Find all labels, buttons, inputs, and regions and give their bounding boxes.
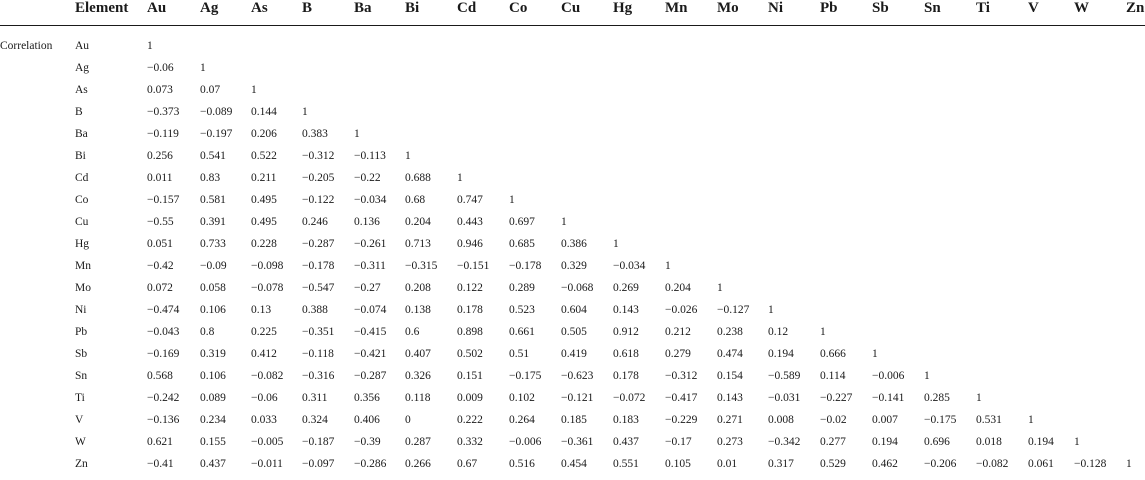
column-header-cd: Cd bbox=[457, 0, 477, 16]
table-cell: −0.06 bbox=[251, 392, 278, 404]
table-cell: −0.242 bbox=[147, 392, 180, 404]
table-cell: −0.227 bbox=[820, 392, 853, 404]
table-cell: 0.523 bbox=[509, 304, 535, 316]
table-cell: −0.082 bbox=[976, 458, 1009, 470]
table-cell: −0.287 bbox=[302, 238, 335, 250]
column-header-au: Au bbox=[147, 0, 167, 16]
table-cell: 0.155 bbox=[200, 436, 226, 448]
table-cell: 0.151 bbox=[457, 370, 483, 382]
table-cell: 0.568 bbox=[147, 370, 173, 382]
column-header-bi: Bi bbox=[405, 0, 420, 16]
table-cell: 0.246 bbox=[302, 216, 328, 228]
table-cell: 1 bbox=[354, 128, 360, 140]
table-cell: −0.27 bbox=[354, 282, 381, 294]
table-cell: −0.315 bbox=[405, 260, 438, 272]
table-cell: 0.222 bbox=[457, 414, 483, 426]
table-cell: 0.007 bbox=[872, 414, 898, 426]
table-cell: 0.051 bbox=[147, 238, 173, 250]
table-cell: 0.212 bbox=[665, 326, 691, 338]
row-label: Ba bbox=[75, 128, 88, 140]
table-cell: 0.531 bbox=[976, 414, 1002, 426]
table-cell: 0.008 bbox=[768, 414, 794, 426]
table-cell: −0.547 bbox=[302, 282, 335, 294]
column-header-mn: Mn bbox=[665, 0, 688, 16]
table-cell: 0.114 bbox=[820, 370, 846, 382]
table-cell: 0.178 bbox=[613, 370, 639, 382]
row-label: Zn bbox=[75, 458, 88, 470]
table-cell: −0.316 bbox=[302, 370, 335, 382]
table-cell: 0.443 bbox=[457, 216, 483, 228]
table-cell: 1 bbox=[251, 84, 257, 96]
table-cell: 0.106 bbox=[200, 370, 226, 382]
table-cell: 0.912 bbox=[613, 326, 639, 338]
table-cell: −0.031 bbox=[768, 392, 801, 404]
row-label: Sn bbox=[75, 370, 88, 382]
table-cell: −0.42 bbox=[147, 260, 174, 272]
table-cell: 1 bbox=[924, 370, 930, 382]
table-cell: 0.154 bbox=[717, 370, 743, 382]
column-header-pb: Pb bbox=[820, 0, 838, 16]
table-cell: 0.311 bbox=[302, 392, 328, 404]
table-cell: 0.234 bbox=[200, 414, 226, 426]
column-header-w: W bbox=[1074, 0, 1089, 16]
table-cell: 0.287 bbox=[405, 436, 431, 448]
table-cell: 0.256 bbox=[147, 150, 173, 162]
table-cell: 0.332 bbox=[457, 436, 483, 448]
table-cell: −0.005 bbox=[251, 436, 284, 448]
row-label: Pb bbox=[75, 326, 88, 338]
table-cell: 0.747 bbox=[457, 194, 483, 206]
table-cell: 0.033 bbox=[251, 414, 277, 426]
table-cell: 0.01 bbox=[717, 458, 738, 470]
table-cell: 1 bbox=[820, 326, 826, 338]
row-label: Au bbox=[75, 40, 90, 52]
column-header-cu: Cu bbox=[561, 0, 581, 16]
row-label: Cd bbox=[75, 172, 89, 184]
table-cell: 0.8 bbox=[200, 326, 215, 338]
table-cell: −0.178 bbox=[509, 260, 542, 272]
header-divider bbox=[0, 25, 1145, 26]
table-cell: 0.12 bbox=[768, 326, 789, 338]
table-cell: −0.175 bbox=[924, 414, 957, 426]
table-cell: 0.208 bbox=[405, 282, 431, 294]
table-cell: 0.502 bbox=[457, 348, 483, 360]
table-cell: −0.119 bbox=[147, 128, 179, 140]
table-cell: 0.269 bbox=[613, 282, 639, 294]
table-cell: −0.41 bbox=[147, 458, 174, 470]
table-cell: 0.061 bbox=[1028, 458, 1054, 470]
table-cell: −0.072 bbox=[613, 392, 646, 404]
table-cell: −0.127 bbox=[717, 304, 750, 316]
row-label: Mo bbox=[75, 282, 91, 294]
table-cell: −0.474 bbox=[147, 304, 180, 316]
row-label: Mn bbox=[75, 260, 91, 272]
table-cell: 0.386 bbox=[561, 238, 587, 250]
table-cell: −0.39 bbox=[354, 436, 381, 448]
table-cell: −0.342 bbox=[768, 436, 801, 448]
table-cell: 0.412 bbox=[251, 348, 277, 360]
table-cell: 0.105 bbox=[665, 458, 691, 470]
table-cell: 0.551 bbox=[613, 458, 639, 470]
table-cell: 0.618 bbox=[613, 348, 639, 360]
row-label: Ni bbox=[75, 304, 87, 316]
table-cell: 0.68 bbox=[405, 194, 426, 206]
table-cell: −0.078 bbox=[251, 282, 284, 294]
table-cell: −0.206 bbox=[924, 458, 957, 470]
table-cell: 0.733 bbox=[200, 238, 226, 250]
table-cell: 0.178 bbox=[457, 304, 483, 316]
table-cell: 0.058 bbox=[200, 282, 226, 294]
table-cell: −0.312 bbox=[302, 150, 335, 162]
table-cell: 0.279 bbox=[665, 348, 691, 360]
table-cell: −0.421 bbox=[354, 348, 387, 360]
table-cell: 0.522 bbox=[251, 150, 277, 162]
table-cell: 0.106 bbox=[200, 304, 226, 316]
table-cell: 0.204 bbox=[665, 282, 691, 294]
row-label: Sb bbox=[75, 348, 88, 360]
table-cell: 0.122 bbox=[457, 282, 483, 294]
table-cell: −0.122 bbox=[302, 194, 335, 206]
table-cell: 0.581 bbox=[200, 194, 226, 206]
table-cell: −0.043 bbox=[147, 326, 180, 338]
table-cell: −0.06 bbox=[147, 62, 174, 74]
column-header-zn: Zn bbox=[1126, 0, 1145, 16]
table-cell: 1 bbox=[1074, 436, 1080, 448]
table-cell: −0.006 bbox=[509, 436, 542, 448]
table-cell: 0.238 bbox=[717, 326, 743, 338]
table-cell: 0.697 bbox=[509, 216, 535, 228]
row-label: As bbox=[75, 84, 88, 96]
table-cell: 0.285 bbox=[924, 392, 950, 404]
table-cell: 0.319 bbox=[200, 348, 226, 360]
table-cell: 0.407 bbox=[405, 348, 431, 360]
table-cell: −0.113 bbox=[354, 150, 386, 162]
table-cell: −0.197 bbox=[200, 128, 233, 140]
table-cell: 0.505 bbox=[561, 326, 587, 338]
table-cell: −0.034 bbox=[613, 260, 646, 272]
table-cell: 0.713 bbox=[405, 238, 431, 250]
table-cell: −0.151 bbox=[457, 260, 490, 272]
table-cell: 0.391 bbox=[200, 216, 226, 228]
table-cell: 0.495 bbox=[251, 194, 277, 206]
column-header-co: Co bbox=[509, 0, 528, 16]
table-cell: 0.228 bbox=[251, 238, 277, 250]
table-cell: 0.138 bbox=[405, 304, 431, 316]
table-cell: −0.089 bbox=[200, 106, 233, 118]
table-cell: 0.271 bbox=[717, 414, 743, 426]
row-label: W bbox=[75, 436, 86, 448]
table-cell: −0.136 bbox=[147, 414, 180, 426]
table-cell: −0.121 bbox=[561, 392, 594, 404]
table-cell: 0.462 bbox=[872, 458, 898, 470]
column-header-ni: Ni bbox=[768, 0, 783, 16]
table-cell: −0.068 bbox=[561, 282, 594, 294]
table-cell: −0.082 bbox=[251, 370, 284, 382]
table-cell: 0.136 bbox=[354, 216, 380, 228]
table-cell: −0.097 bbox=[302, 458, 335, 470]
table-cell: −0.09 bbox=[200, 260, 227, 272]
column-header-ba: Ba bbox=[354, 0, 372, 16]
group-label: Correlation bbox=[0, 40, 53, 52]
table-cell: 0.009 bbox=[457, 392, 483, 404]
column-header-ti: Ti bbox=[976, 0, 990, 16]
table-cell: −0.373 bbox=[147, 106, 180, 118]
table-cell: 0.194 bbox=[1028, 436, 1054, 448]
table-cell: 0.317 bbox=[768, 458, 794, 470]
table-cell: 1 bbox=[872, 348, 878, 360]
table-cell: 0.696 bbox=[924, 436, 950, 448]
table-cell: 0.6 bbox=[405, 326, 420, 338]
table-cell: 1 bbox=[1126, 458, 1132, 470]
table-cell: 0.204 bbox=[405, 216, 431, 228]
column-header-ag: Ag bbox=[200, 0, 219, 16]
table-cell: −0.205 bbox=[302, 172, 335, 184]
table-cell: −0.417 bbox=[665, 392, 698, 404]
table-cell: 0.329 bbox=[561, 260, 587, 272]
table-cell: 0.102 bbox=[509, 392, 535, 404]
element-column-header: Element bbox=[75, 0, 129, 16]
table-cell: 1 bbox=[302, 106, 308, 118]
table-cell: −0.026 bbox=[665, 304, 698, 316]
table-cell: −0.187 bbox=[302, 436, 335, 448]
table-cell: 1 bbox=[147, 40, 153, 52]
row-label: Cu bbox=[75, 216, 89, 228]
table-cell: −0.006 bbox=[872, 370, 905, 382]
column-header-as: As bbox=[251, 0, 268, 16]
row-label: Ti bbox=[75, 392, 85, 404]
table-cell: 0.211 bbox=[251, 172, 277, 184]
table-cell: 0.118 bbox=[405, 392, 431, 404]
table-cell: 0.194 bbox=[872, 436, 898, 448]
table-cell: −0.141 bbox=[872, 392, 905, 404]
table-cell: −0.118 bbox=[302, 348, 334, 360]
table-cell: 0.383 bbox=[302, 128, 328, 140]
table-cell: 0.289 bbox=[509, 282, 535, 294]
table-cell: 0.437 bbox=[200, 458, 226, 470]
table-cell: 0.661 bbox=[509, 326, 535, 338]
table-cell: 0.946 bbox=[457, 238, 483, 250]
table-cell: 1 bbox=[976, 392, 982, 404]
table-cell: 0.206 bbox=[251, 128, 277, 140]
table-cell: 1 bbox=[768, 304, 774, 316]
table-cell: 1 bbox=[1028, 414, 1034, 426]
table-cell: −0.17 bbox=[665, 436, 692, 448]
column-header-hg: Hg bbox=[613, 0, 633, 16]
table-cell: −0.286 bbox=[354, 458, 387, 470]
table-cell: 0.356 bbox=[354, 392, 380, 404]
table-cell: 0.194 bbox=[768, 348, 794, 360]
table-cell: −0.589 bbox=[768, 370, 801, 382]
table-cell: 0.541 bbox=[200, 150, 226, 162]
row-label: Co bbox=[75, 194, 89, 206]
table-cell: −0.415 bbox=[354, 326, 387, 338]
table-cell: 0.144 bbox=[251, 106, 277, 118]
table-cell: −0.011 bbox=[251, 458, 283, 470]
row-label: B bbox=[75, 106, 83, 118]
table-cell: 0.073 bbox=[147, 84, 173, 96]
table-cell: −0.351 bbox=[302, 326, 335, 338]
table-cell: −0.229 bbox=[665, 414, 698, 426]
table-cell: 0.437 bbox=[613, 436, 639, 448]
table-cell: 1 bbox=[509, 194, 515, 206]
table-cell: −0.074 bbox=[354, 304, 387, 316]
table-cell: −0.157 bbox=[147, 194, 180, 206]
table-cell: 0.666 bbox=[820, 348, 846, 360]
table-cell: −0.034 bbox=[354, 194, 387, 206]
table-cell: 0.495 bbox=[251, 216, 277, 228]
table-cell: −0.175 bbox=[509, 370, 542, 382]
table-cell: −0.623 bbox=[561, 370, 594, 382]
table-cell: 1 bbox=[561, 216, 567, 228]
table-cell: −0.361 bbox=[561, 436, 594, 448]
table-cell: 0.516 bbox=[509, 458, 535, 470]
column-header-sb: Sb bbox=[872, 0, 889, 16]
table-cell: 0.898 bbox=[457, 326, 483, 338]
table-cell: 0.07 bbox=[200, 84, 221, 96]
table-cell: 0.13 bbox=[251, 304, 272, 316]
table-cell: 1 bbox=[457, 172, 463, 184]
table-cell: 0.089 bbox=[200, 392, 226, 404]
table-cell: −0.287 bbox=[354, 370, 387, 382]
column-header-mo: Mo bbox=[717, 0, 739, 16]
table-cell: 0.454 bbox=[561, 458, 587, 470]
table-cell: −0.178 bbox=[302, 260, 335, 272]
table-cell: 0.264 bbox=[509, 414, 535, 426]
table-cell: 0.685 bbox=[509, 238, 535, 250]
table-cell: 0.604 bbox=[561, 304, 587, 316]
column-header-b: B bbox=[302, 0, 313, 16]
table-cell: −0.261 bbox=[354, 238, 387, 250]
table-cell: 0.419 bbox=[561, 348, 587, 360]
table-cell: 0.388 bbox=[302, 304, 328, 316]
table-cell: 0.183 bbox=[613, 414, 639, 426]
table-cell: −0.22 bbox=[354, 172, 381, 184]
table-cell: −0.312 bbox=[665, 370, 698, 382]
row-label: Bi bbox=[75, 150, 86, 162]
table-cell: −0.098 bbox=[251, 260, 284, 272]
table-cell: 0.143 bbox=[613, 304, 639, 316]
table-cell: −0.128 bbox=[1074, 458, 1107, 470]
row-label: Hg bbox=[75, 238, 90, 250]
table-cell: 0.51 bbox=[509, 348, 530, 360]
table-cell: −0.02 bbox=[820, 414, 847, 426]
table-cell: 0.072 bbox=[147, 282, 173, 294]
table-cell: −0.55 bbox=[147, 216, 174, 228]
table-cell: −0.311 bbox=[354, 260, 386, 272]
table-cell: 0.143 bbox=[717, 392, 743, 404]
table-cell: 0.185 bbox=[561, 414, 587, 426]
table-cell: 0.018 bbox=[976, 436, 1002, 448]
table-cell: 0 bbox=[405, 414, 411, 426]
table-cell: 0.324 bbox=[302, 414, 328, 426]
table-cell: 0.273 bbox=[717, 436, 743, 448]
table-cell: 0.406 bbox=[354, 414, 380, 426]
table-cell: 1 bbox=[613, 238, 619, 250]
table-cell: 1 bbox=[200, 62, 206, 74]
table-cell: 0.225 bbox=[251, 326, 277, 338]
table-cell: 0.83 bbox=[200, 172, 221, 184]
column-header-sn: Sn bbox=[924, 0, 941, 16]
table-cell: 0.529 bbox=[820, 458, 846, 470]
table-cell: 1 bbox=[405, 150, 411, 162]
table-cell: 1 bbox=[665, 260, 671, 272]
table-cell: 0.011 bbox=[147, 172, 173, 184]
table-cell: 0.277 bbox=[820, 436, 846, 448]
table-cell: 0.67 bbox=[457, 458, 478, 470]
table-cell: −0.169 bbox=[147, 348, 180, 360]
table-cell: 0.474 bbox=[717, 348, 743, 360]
table-cell: 0.688 bbox=[405, 172, 431, 184]
table-cell: 1 bbox=[717, 282, 723, 294]
column-header-v: V bbox=[1028, 0, 1039, 16]
table-cell: 0.326 bbox=[405, 370, 431, 382]
table-cell: 0.266 bbox=[405, 458, 431, 470]
row-label: Ag bbox=[75, 62, 90, 74]
table-cell: 0.621 bbox=[147, 436, 173, 448]
row-label: V bbox=[75, 414, 84, 426]
